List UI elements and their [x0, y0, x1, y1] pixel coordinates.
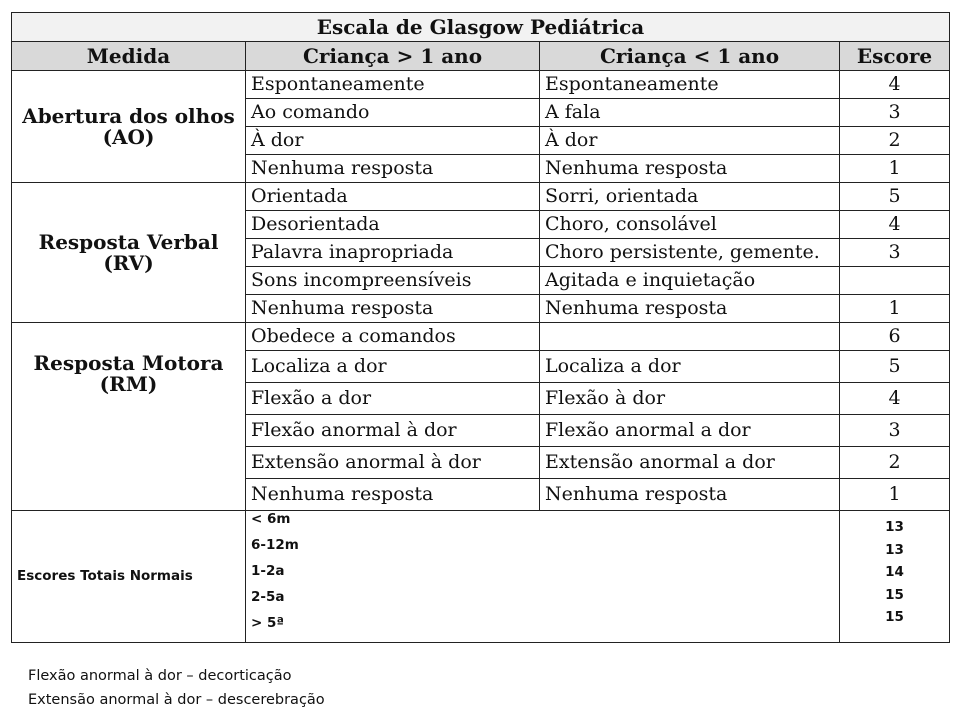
cell-score: 4	[840, 383, 950, 415]
cell-under1: Flexão à dor	[540, 383, 840, 415]
cell-over1: Espontaneamente	[246, 71, 540, 99]
group-name: Resposta Verbal	[38, 229, 219, 254]
cell-under1: Nenhuma resposta	[540, 155, 840, 183]
table-row	[12, 323, 950, 351]
totals-label: Escores Totais Normais	[12, 511, 246, 643]
header-child-under-1: Criança < 1 ano	[540, 42, 840, 71]
footnotes	[28, 664, 325, 712]
cell-over1: Sons incompreensíveis	[246, 267, 540, 295]
header-child-over-1: Criança > 1 ano	[246, 42, 540, 71]
footnote: Flexão anormal à dor – decorticação	[28, 668, 292, 684]
cell-under1: Localiza a dor	[540, 351, 840, 383]
table-row	[12, 71, 950, 99]
cell-score: 1	[840, 155, 950, 183]
cell-over1: Extensão anormal à dor	[246, 447, 540, 479]
age-range: < 6m	[251, 510, 291, 527]
title-row	[12, 13, 950, 42]
cell-over1: Palavra inapropriada	[246, 239, 540, 267]
total-score: 13	[885, 519, 904, 536]
cell-over1: Localiza a dor	[246, 351, 540, 383]
cell-over1: Flexão a dor	[246, 383, 540, 415]
footnote: Extensão anormal à dor – descerebração	[28, 692, 325, 708]
glasgow-table	[11, 12, 950, 643]
cell-score: 2	[840, 127, 950, 155]
cell-over1: Desorientada	[246, 211, 540, 239]
age-range: 1-2a	[251, 562, 285, 579]
cell-under1: Sorri, orientada	[540, 183, 840, 211]
total-score: 15	[885, 586, 904, 603]
group-verbal-response	[12, 183, 246, 323]
group-eye-opening	[12, 71, 246, 183]
cell-score: 3	[840, 415, 950, 447]
cell-over1: Nenhuma resposta	[246, 155, 540, 183]
cell-over1: Obedece a comandos	[246, 323, 540, 351]
total-score: 15	[885, 609, 904, 626]
cell-under1: Choro, consolável	[540, 211, 840, 239]
cell-score: 1	[840, 295, 950, 323]
totals-row	[12, 511, 950, 643]
cell-score: 3	[840, 99, 950, 127]
cell-under1: Choro persistente, gemente.	[540, 239, 840, 267]
header-row	[12, 42, 950, 71]
group-name: Resposta Motora	[33, 351, 224, 375]
cell-under1: Nenhuma resposta	[540, 295, 840, 323]
group-abbr: (RM)	[99, 372, 158, 396]
header-score: Escore	[840, 42, 950, 71]
cell-under1: Agitada e inquietação	[540, 267, 840, 295]
cell-score: 6	[840, 323, 950, 351]
cell-score: 3	[840, 239, 950, 267]
table-row	[12, 183, 950, 211]
cell-under1: Nenhuma resposta	[540, 479, 840, 511]
group-name: Abertura dos olhos	[22, 103, 235, 128]
cell-under1: Extensão anormal a dor	[540, 447, 840, 479]
group-motor-response	[12, 323, 246, 511]
group-abbr: (RV)	[103, 250, 154, 275]
header-measure: Medida	[12, 42, 246, 71]
cell-under1: À dor	[540, 127, 840, 155]
age-range: 6-12m	[251, 536, 299, 553]
cell-over1: Ao comando	[246, 99, 540, 127]
cell-under1: Espontaneamente	[540, 71, 840, 99]
totals-scores	[840, 511, 950, 643]
cell-over1: Nenhuma resposta	[246, 479, 540, 511]
cell-score: 2	[840, 447, 950, 479]
cell-score: 4	[840, 71, 950, 99]
cell-score: 5	[840, 351, 950, 383]
cell-over1: À dor	[246, 127, 540, 155]
cell-under1: A fala	[540, 99, 840, 127]
totals-ages	[246, 511, 840, 643]
cell-under1: Flexão anormal a dor	[540, 415, 840, 447]
cell-over1: Orientada	[246, 183, 540, 211]
cell-score: 5	[840, 183, 950, 211]
total-score: 13	[885, 541, 904, 558]
total-score: 14	[885, 564, 904, 581]
cell-score: 4	[840, 211, 950, 239]
cell-under1	[540, 323, 840, 351]
cell-score: 1	[840, 479, 950, 511]
table-title: Escala de Glasgow Pediátrica	[12, 13, 950, 42]
cell-over1: Nenhuma resposta	[246, 295, 540, 323]
age-range: > 5ª	[251, 614, 285, 631]
cell-over1: Flexão anormal à dor	[246, 415, 540, 447]
age-range: 2-5a	[251, 588, 285, 605]
group-abbr: (AO)	[102, 124, 155, 149]
cell-score	[840, 267, 950, 295]
